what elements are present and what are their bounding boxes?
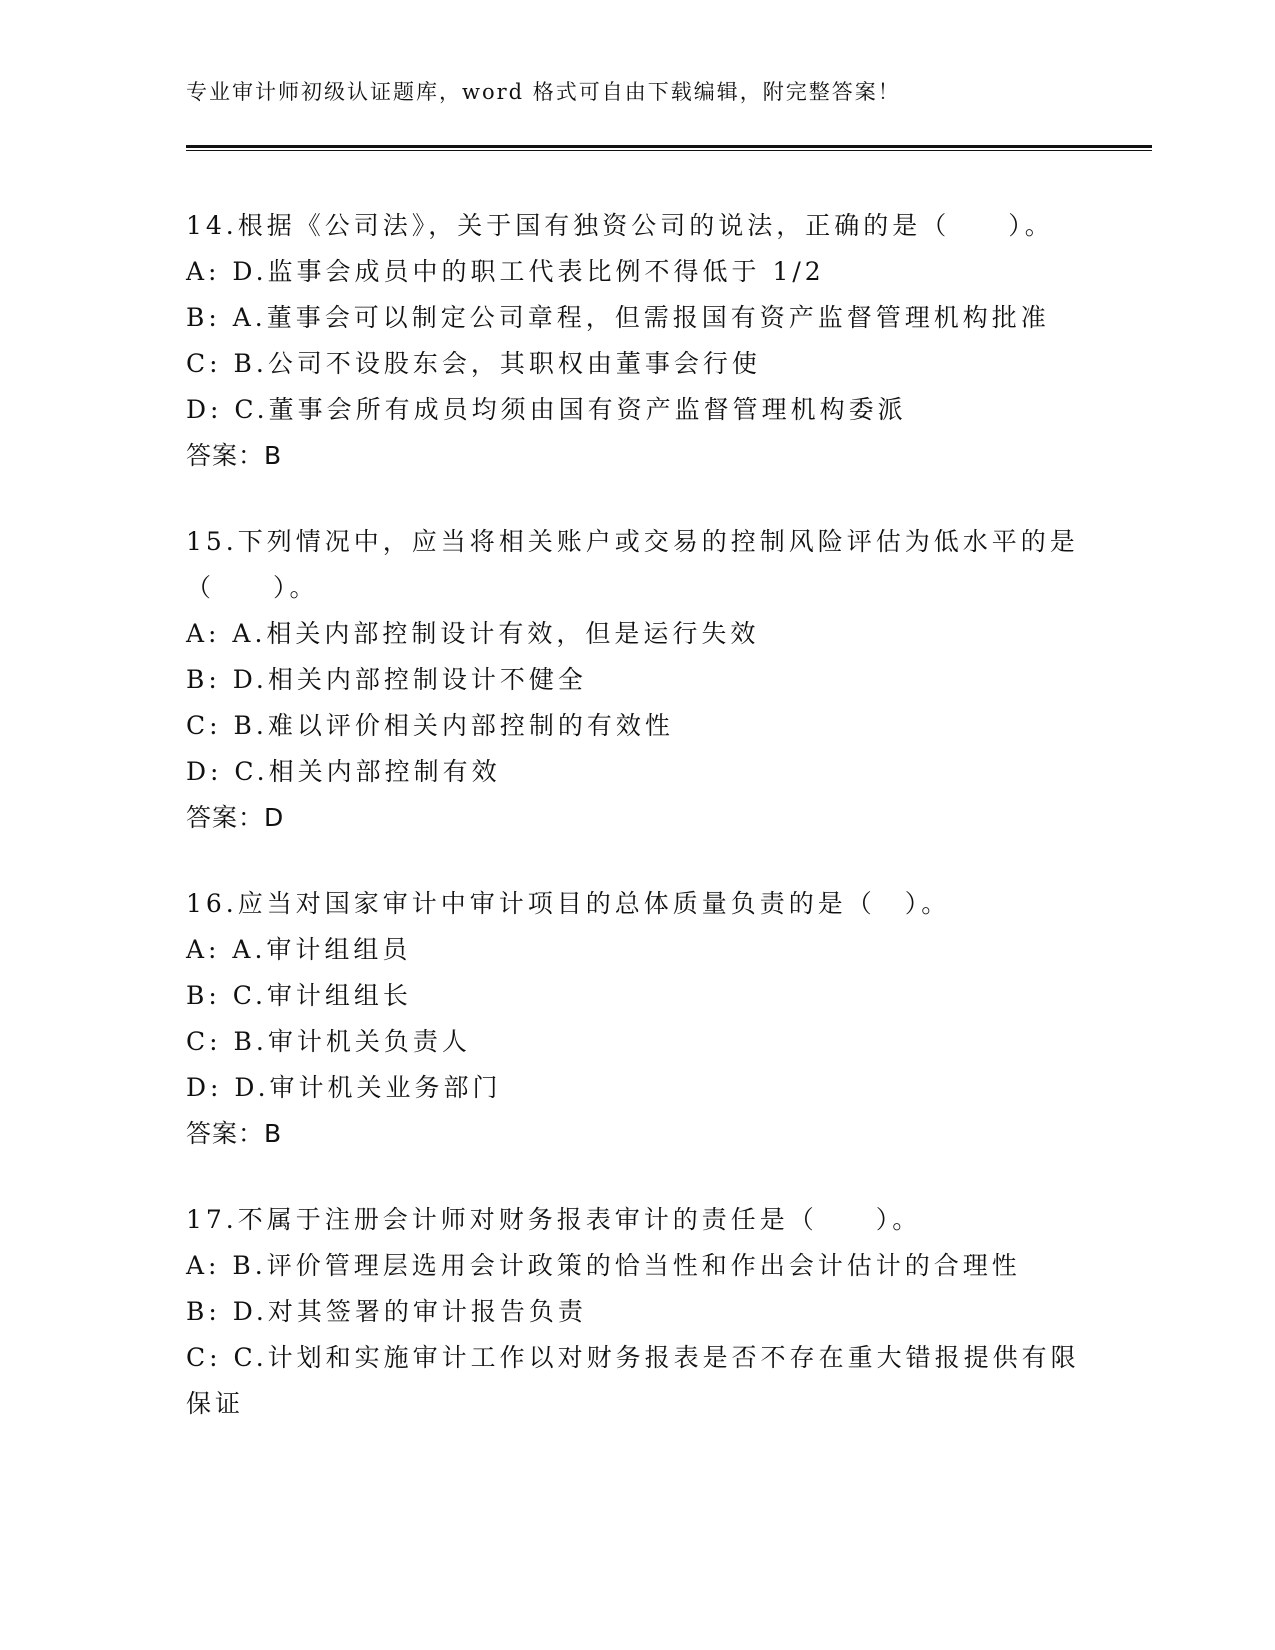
option-a: A: A.审计组组员 — [186, 935, 412, 964]
option-c: C: B.审计机关负责人 — [186, 1027, 471, 1056]
option-c: C: C.计划和实施审计工作以对财务报表是否不存在重大错报提供有限 — [186, 1343, 1080, 1372]
header-divider-thick — [186, 145, 1152, 148]
option-b: B: C.审计组组长 — [186, 981, 412, 1010]
answer: 答案：B — [186, 441, 283, 470]
answer: 答案：D — [186, 803, 285, 832]
question-stem: 14.根据《公司法》，关于国有独资公司的说法，正确的是（ ）。 — [186, 211, 1054, 240]
option-a: A: B.评价管理层选用会计政策的恰当性和作出会计估计的合理性 — [186, 1251, 1021, 1280]
option-b: B: D.相关内部控制设计不健全 — [186, 665, 587, 694]
answer: 答案：B — [186, 1119, 283, 1148]
option-c: C: B.难以评价相关内部控制的有效性 — [186, 711, 674, 740]
question-stem: 15.下列情况中，应当将相关账户或交易的控制风险评估为低水平的是 — [186, 527, 1079, 556]
question-16 — [186, 881, 1086, 1157]
option-d: D: C.相关内部控制有效 — [186, 757, 501, 786]
option-c-continued: 保证 — [186, 1389, 245, 1418]
question-15 — [186, 519, 1086, 841]
question-17 — [186, 1197, 1086, 1427]
header-divider-thin — [186, 150, 1152, 151]
option-c: C: B.公司不设股东会，其职权由董事会行使 — [186, 349, 761, 378]
question-list — [186, 203, 1086, 1467]
option-d: D: D.审计机关业务部门 — [186, 1073, 502, 1102]
option-a: A: D.监事会成员中的职工代表比例不得低于 1/2 — [186, 257, 825, 286]
option-b: B: D.对其签署的审计报告负责 — [186, 1297, 587, 1326]
question-stem-continued: （ ）。 — [186, 573, 319, 602]
option-b: B: A.董事会可以制定公司章程，但需报国有资产监督管理机构批准 — [186, 303, 1050, 332]
option-a: A: A.相关内部控制设计有效，但是运行失效 — [186, 619, 760, 648]
option-d: D: C.董事会所有成员均须由国有资产监督管理机构委派 — [186, 395, 907, 424]
question-stem: 16.应当对国家审计中审计项目的总体质量负责的是（ ）。 — [186, 889, 951, 918]
page-header: 专业审计师初级认证题库，word 格式可自由下载编辑，附完整答案！ — [186, 80, 901, 104]
question-14 — [186, 203, 1086, 479]
question-stem: 17.不属于注册会计师对财务报表审计的责任是（ ）。 — [186, 1205, 922, 1234]
